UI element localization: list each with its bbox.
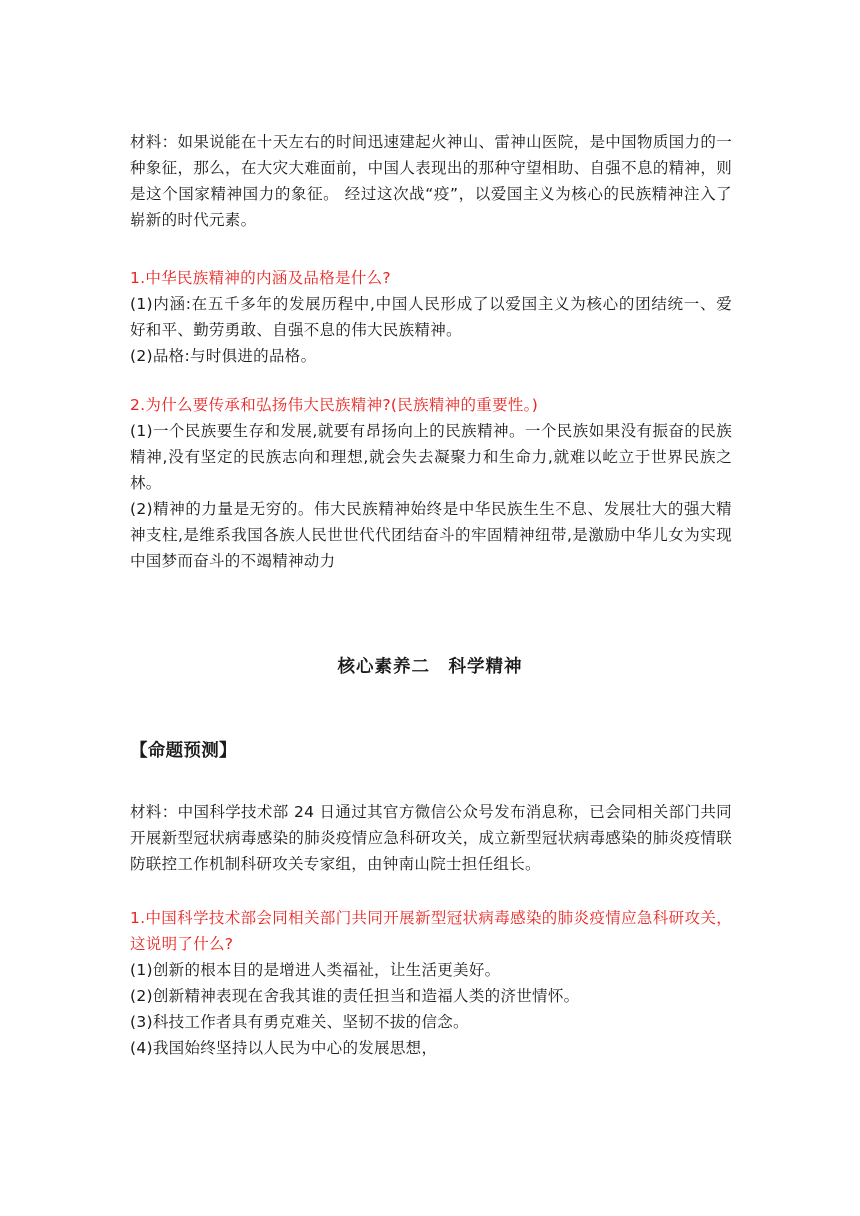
section2-material [130, 799, 732, 877]
section1-question1 [130, 265, 732, 369]
answer-paragraph: (2)精神的力量是无穷的。伟大民族精神始终是中华民族生生不息、发展壮大的强大精神支柱,是维系我国各族人民世世代代团结奋斗的牢固精神纽带,是激励中华儿女为实现中国梦而奋斗的不竭精神动力 [130, 500, 732, 570]
material-paragraph: 材料：中国科学技术部 24 日通过其官方微信公众号发布消息称，已会同相关部门共同开展新型冠状病毒感染的肺炎疫情应急科研攻关，成立新型冠状病毒感染的肺炎疫情联防联控工作机制科研攻关专家组，由钟南山院士担任组长。 [130, 803, 732, 873]
question-heading: 1.中国科学技术部会同相关部门共同开展新型冠状病毒感染的肺炎疫情应急科研攻关，这说明了什么? [130, 909, 732, 953]
section1-question2 [130, 392, 732, 574]
section1-material [130, 129, 732, 233]
answer-item: (3)科技工作者具有勇克难关、坚韧不拔的信念。 [130, 1013, 469, 1031]
material-paragraph: 材料：如果说能在十天左右的时间迅速建起火神山、雷神山医院，是中国物质国力的一种象征，那么，在大灾大难面前，中国人表现出的那种守望相助、自强不息的精神，则是这个国家精神国力的象征。 经过这次战“疫”，以爱国主义为核心的民族精神注入了崭新的时代元素。 [130, 133, 732, 229]
section2-question1 [130, 905, 732, 1061]
answer-item: (4)我国始终坚持以人民为中心的发展思想， [130, 1039, 438, 1057]
answer-item: (2)创新精神表现在舍我其谁的责任担当和造福人类的济世情怀。 [130, 987, 580, 1005]
answer-item: (1)创新的根本目的是增进人类福祉，让生活更美好。 [130, 961, 501, 979]
prediction-heading: 【命题预测】 [130, 741, 237, 761]
section-title: 核心素养二 科学精神 [337, 657, 523, 677]
question-heading: 1.中华民族精神的内涵及品格是什么? [130, 269, 391, 287]
question-heading: 2.为什么要传承和弘扬伟大民族精神?(民族精神的重要性。) [130, 396, 539, 414]
answer-paragraph: (2)品格:与时俱进的品格。 [130, 347, 317, 365]
answer-paragraph: (1)一个民族要生存和发展,就要有昂扬向上的民族精神。一个民族如果没有振奋的民族精神,没有坚定的民族志向和理想,就会失去凝聚力和生命力,就难以屹立于世界民族之林。 [130, 422, 732, 492]
answer-paragraph: (1)内涵:在五千多年的发展历程中,中国人民形成了以爱国主义为核心的团结统一、爱好和平、勤劳勇敢、自强不息的伟大民族精神。 [130, 295, 732, 339]
prediction-heading-block [130, 738, 732, 764]
